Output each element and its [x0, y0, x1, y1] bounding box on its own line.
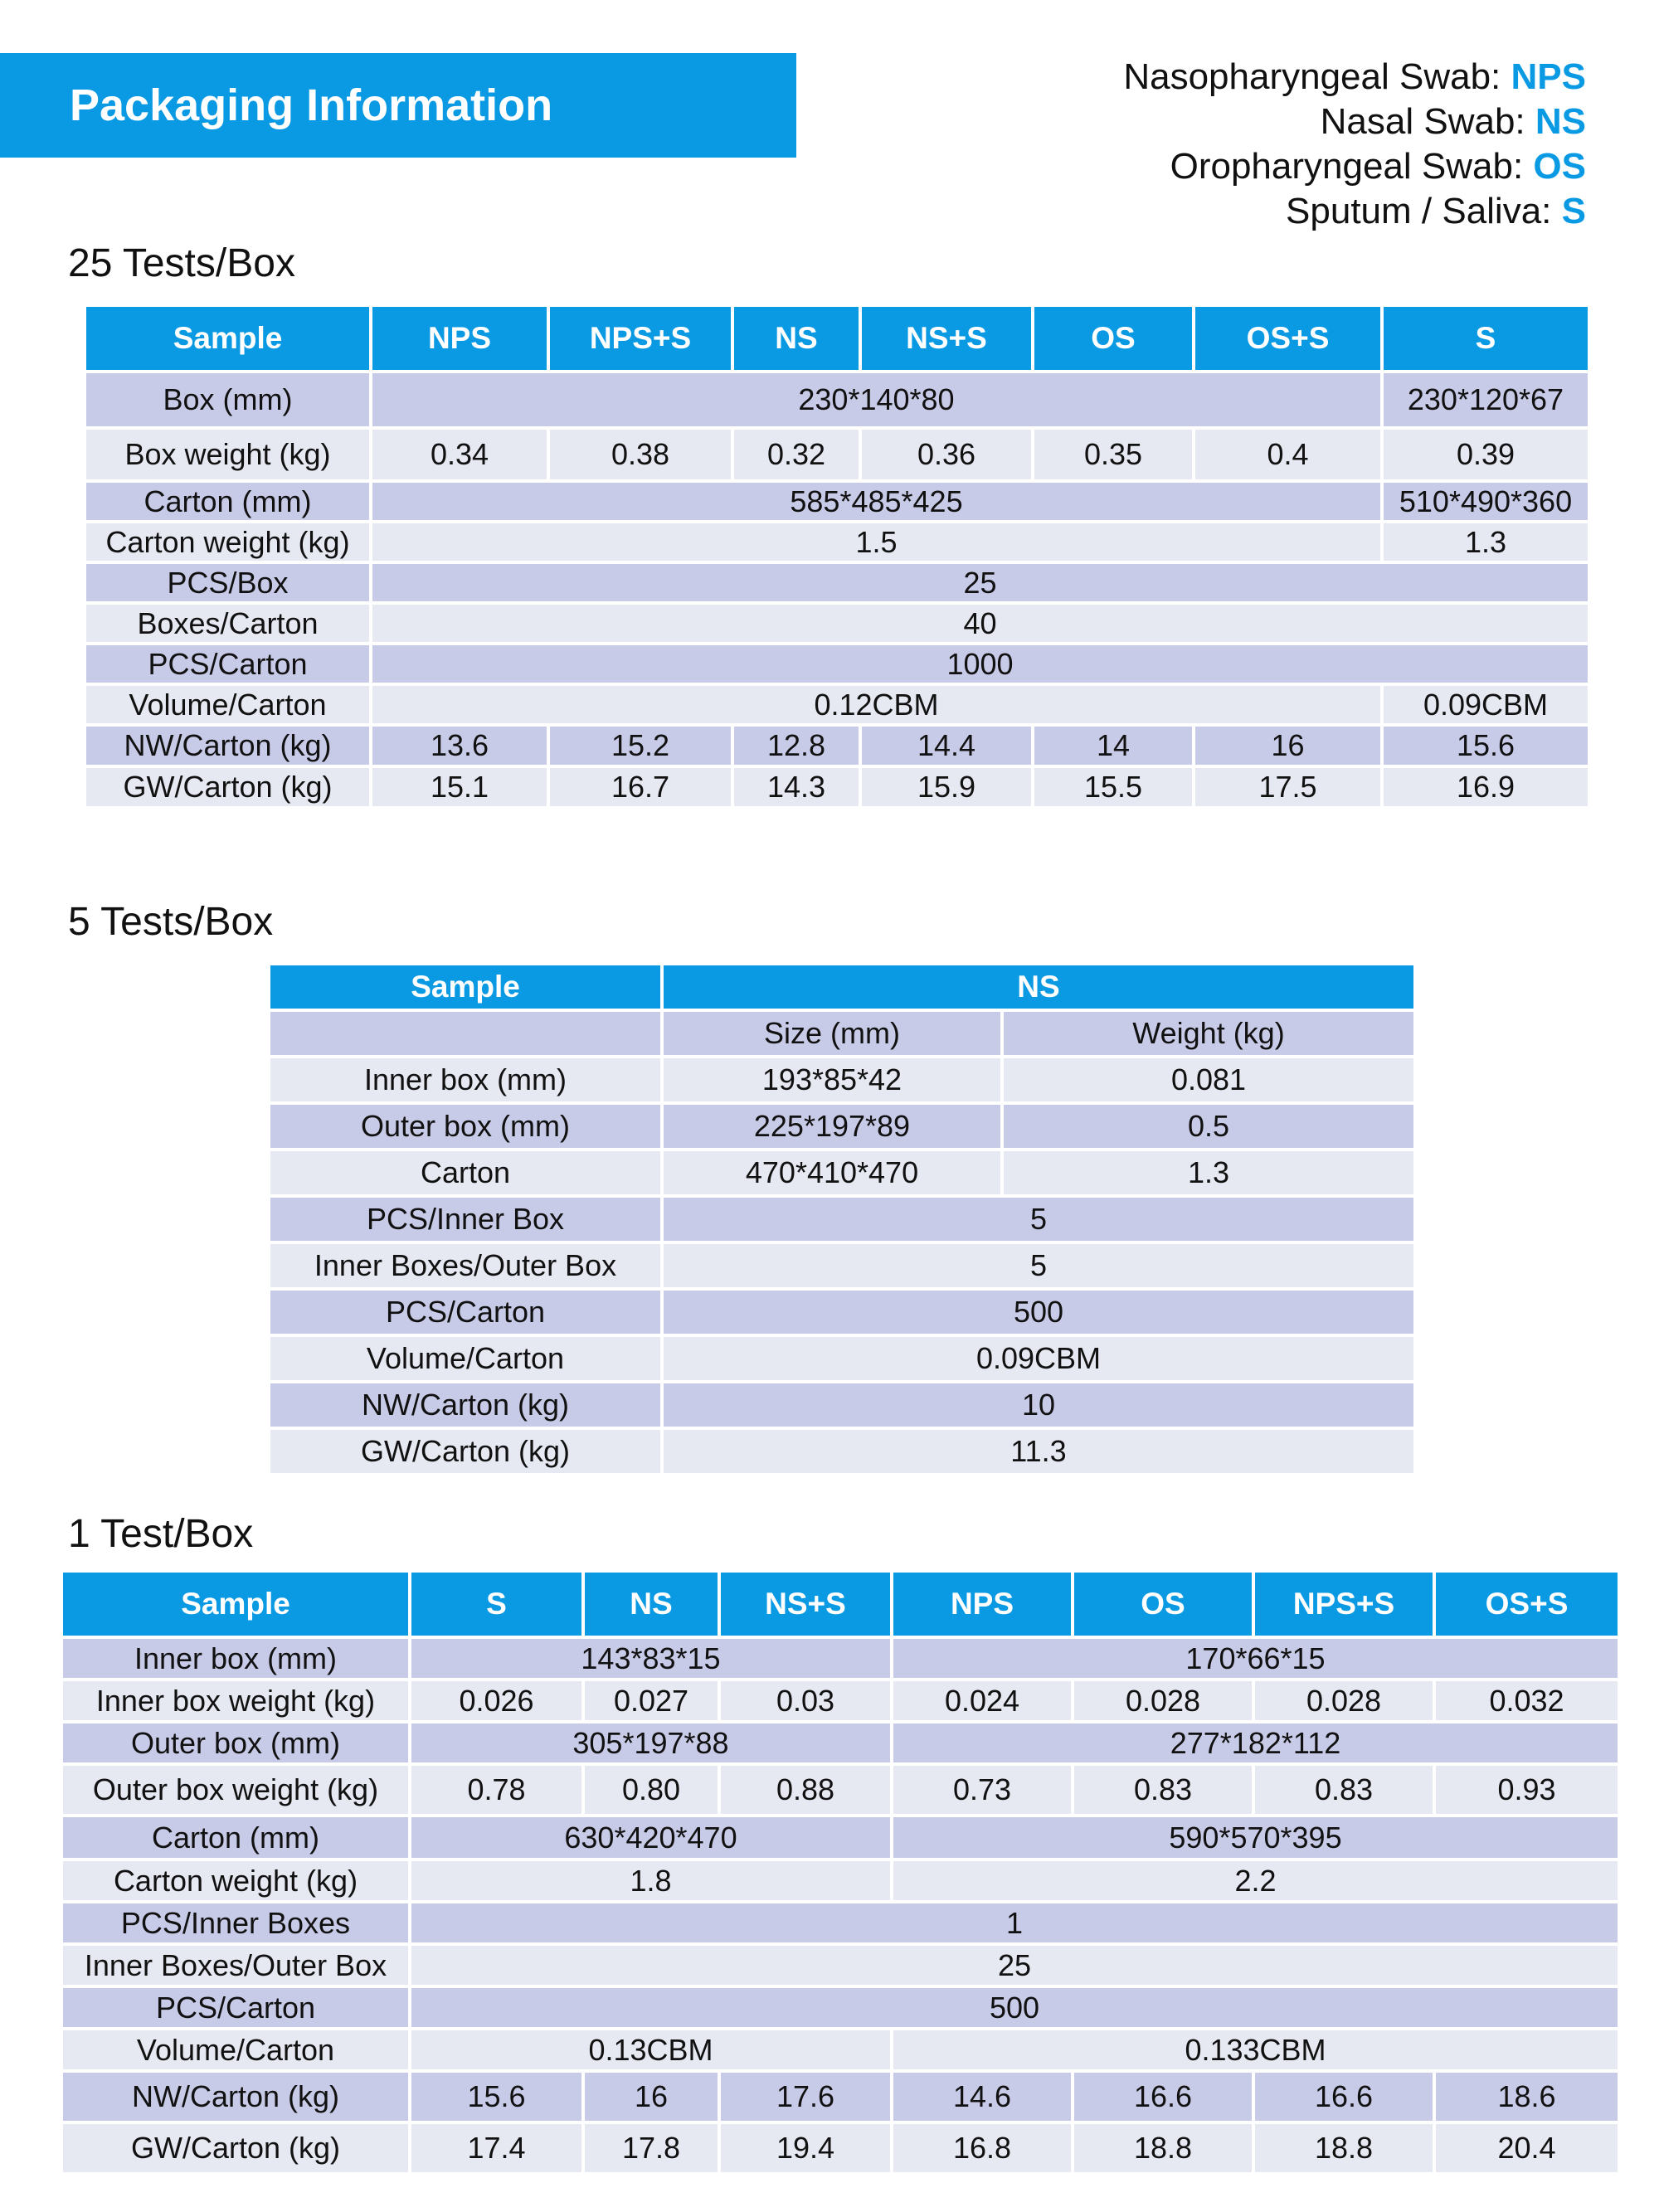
table-cell: 17.4 [411, 2124, 581, 2172]
row-label: Carton (mm) [63, 1817, 408, 1858]
column-header: NPS+S [550, 307, 731, 370]
table-cell: 585*485*425 [372, 483, 1380, 520]
table-cell: 0.73 [893, 1766, 1071, 1814]
table-cell: 0.83 [1074, 1766, 1252, 1814]
table-row [86, 727, 1588, 765]
table-cell: 0.032 [1436, 1681, 1618, 1720]
legend-code: NS [1535, 101, 1586, 142]
legend-label: Oropharyngeal Swab: [1170, 146, 1534, 187]
legend-label: Sputum / Saliva: [1286, 191, 1562, 231]
column-header: S [411, 1573, 581, 1636]
column-header: NPS [372, 307, 547, 370]
table-row [63, 2124, 1618, 2172]
table-cell: 0.081 [1004, 1058, 1413, 1101]
table-cell: 500 [664, 1291, 1413, 1334]
section-title-25-tests: 25 Tests/Box [68, 241, 295, 285]
table-cell: 0.4 [1195, 430, 1380, 479]
row-label: Volume/Carton [270, 1337, 660, 1380]
table-cell: 0.03 [721, 1681, 890, 1720]
row-label: PCS/Inner Box [270, 1198, 660, 1241]
table-row [63, 1817, 1618, 1858]
row-label: NW/Carton (kg) [86, 727, 369, 765]
legend-label: Nasal Swab: [1320, 101, 1535, 142]
table-cell: 16 [1195, 727, 1380, 765]
table-cell: 305*197*88 [411, 1723, 890, 1762]
table-cell: 0.5 [1004, 1105, 1413, 1148]
table-row [270, 1058, 1413, 1101]
table-row [270, 1383, 1413, 1427]
row-label: Inner Boxes/Outer Box [63, 1946, 408, 1985]
table-cell: 630*420*470 [411, 1817, 890, 1858]
row-label: Inner box (mm) [63, 1639, 408, 1678]
row-label: Inner box weight (kg) [63, 1681, 408, 1720]
table-row [270, 1430, 1413, 1473]
table-cell: 0.13CBM [411, 2030, 890, 2069]
legend-code: S [1561, 191, 1586, 231]
table-cell: 0.028 [1074, 1681, 1252, 1720]
table-cell: 25 [372, 564, 1588, 601]
table-cell: 590*570*395 [893, 1817, 1618, 1858]
table-cell: 17.5 [1195, 768, 1380, 806]
table-cell: 225*197*89 [664, 1105, 1000, 1148]
table-cell: 230*120*67 [1384, 373, 1588, 426]
table-cell: 1.3 [1004, 1151, 1413, 1194]
column-header: NPS [893, 1573, 1071, 1636]
table-header-row [270, 965, 1413, 1009]
table-cell: 16.8 [893, 2124, 1071, 2172]
row-label: Inner box (mm) [270, 1058, 660, 1101]
table-cell: 0.12CBM [372, 686, 1380, 723]
table-cell: 15.6 [411, 2073, 581, 2121]
row-label: Inner Boxes/Outer Box [270, 1244, 660, 1287]
table-row [86, 605, 1588, 642]
table-cell: 0.026 [411, 1681, 581, 1720]
table-cell: 18.6 [1436, 2073, 1618, 2121]
table-cell: 0.09CBM [1384, 686, 1588, 723]
section-title-5-tests: 5 Tests/Box [68, 900, 274, 944]
table-cell: 10 [664, 1383, 1413, 1427]
table-cell: 18.8 [1255, 2124, 1433, 2172]
column-header: NS [734, 307, 859, 370]
table-cell: 0.36 [862, 430, 1031, 479]
table-cell: 0.93 [1436, 1766, 1618, 1814]
table-cell: 277*182*112 [893, 1723, 1618, 1762]
table-cell: 13.6 [372, 727, 547, 765]
table-row [63, 2073, 1618, 2121]
table-cell: 16.6 [1074, 2073, 1252, 2121]
row-label: Outer box (mm) [270, 1105, 660, 1148]
legend-label: Nasopharyngeal Swab: [1123, 56, 1511, 97]
table-cell: 0.83 [1255, 1766, 1433, 1814]
table-cell: 17.8 [585, 2124, 718, 2172]
table-cell: 15.1 [372, 768, 547, 806]
table-cell: 14 [1034, 727, 1192, 765]
table-row [270, 1337, 1413, 1380]
subheader-cell: Size (mm) [664, 1012, 1000, 1055]
table-1-test-per-box [60, 1569, 1621, 2176]
column-header: OS [1034, 307, 1192, 370]
table-row [270, 1151, 1413, 1194]
table-5-tests-per-box [267, 962, 1417, 1476]
table-header-row [63, 1573, 1618, 1636]
table-cell: 0.024 [893, 1681, 1071, 1720]
table-cell: 40 [372, 605, 1588, 642]
table-cell: 14.6 [893, 2073, 1071, 2121]
table-cell: 14.3 [734, 768, 859, 806]
row-label: PCS/Carton [270, 1291, 660, 1334]
subheader-cell [270, 1012, 660, 1055]
table-row [63, 1988, 1618, 2027]
table-cell: 19.4 [721, 2124, 890, 2172]
table-cell: 170*66*15 [893, 1639, 1618, 1678]
table-row [86, 523, 1588, 561]
table-cell: 143*83*15 [411, 1639, 890, 1678]
row-label: Boxes/Carton [86, 605, 369, 642]
table-row [63, 1723, 1618, 1762]
table-row [270, 1105, 1413, 1148]
legend-code: NPS [1511, 56, 1586, 97]
table-cell: 5 [664, 1198, 1413, 1241]
column-header: S [1384, 307, 1588, 370]
legend-item-os [1123, 144, 1586, 189]
row-label: GW/Carton (kg) [270, 1430, 660, 1473]
legend-code: OS [1533, 146, 1586, 187]
table-row [63, 1766, 1618, 1814]
row-label: Outer box (mm) [63, 1723, 408, 1762]
table-cell: 15.6 [1384, 727, 1588, 765]
table-cell: 1 [411, 1903, 1618, 1942]
table-25-tests-per-box [83, 304, 1591, 809]
table-cell: 11.3 [664, 1430, 1413, 1473]
table-row [270, 1244, 1413, 1287]
section-title-1-test: 1 Test/Box [68, 1512, 254, 1556]
table-cell: 0.027 [585, 1681, 718, 1720]
table-cell: 230*140*80 [372, 373, 1380, 426]
table-cell: 0.09CBM [664, 1337, 1413, 1380]
table-row [63, 1861, 1618, 1900]
table-row [270, 1198, 1413, 1241]
row-label: Outer box weight (kg) [63, 1766, 408, 1814]
column-header: OS+S [1436, 1573, 1618, 1636]
sample-type-legend [1123, 55, 1586, 234]
table-cell: 0.78 [411, 1766, 581, 1814]
row-label: NW/Carton (kg) [63, 2073, 408, 2121]
table-cell: 16.9 [1384, 768, 1588, 806]
row-label: Box (mm) [86, 373, 369, 426]
table-cell: 510*490*360 [1384, 483, 1588, 520]
row-label: PCS/Box [86, 564, 369, 601]
table-row [86, 373, 1588, 426]
table-row [270, 1291, 1413, 1334]
table-row [86, 686, 1588, 723]
table-cell: 16 [585, 2073, 718, 2121]
table-cell: 0.133CBM [893, 2030, 1618, 2069]
table-row [63, 1946, 1618, 1985]
column-header: NS [585, 1573, 718, 1636]
row-label: NW/Carton (kg) [270, 1383, 660, 1427]
table-cell: 0.39 [1384, 430, 1588, 479]
row-label: Carton weight (kg) [63, 1861, 408, 1900]
row-label: Volume/Carton [63, 2030, 408, 2069]
table-cell: 15.2 [550, 727, 731, 765]
table-cell: 16.7 [550, 768, 731, 806]
table-cell: 25 [411, 1946, 1618, 1985]
table-cell: 12.8 [734, 727, 859, 765]
row-label: Volume/Carton [86, 686, 369, 723]
table-cell: 0.32 [734, 430, 859, 479]
table-cell: 17.6 [721, 2073, 890, 2121]
column-header: OS [1074, 1573, 1252, 1636]
table-cell: 1.3 [1384, 523, 1588, 561]
row-label: PCS/Inner Boxes [63, 1903, 408, 1942]
table-cell: 193*85*42 [664, 1058, 1000, 1101]
table-cell: 15.5 [1034, 768, 1192, 806]
row-label: Box weight (kg) [86, 430, 369, 479]
table-row [63, 1681, 1618, 1720]
table-cell: 14.4 [862, 727, 1031, 765]
legend-item-ns [1123, 100, 1586, 144]
column-header: NS+S [721, 1573, 890, 1636]
table-cell: 5 [664, 1244, 1413, 1287]
column-header: NPS+S [1255, 1573, 1433, 1636]
table-cell: 0.80 [585, 1766, 718, 1814]
table-cell: 470*410*470 [664, 1151, 1000, 1194]
legend-item-s [1123, 189, 1586, 234]
column-header: Sample [86, 307, 369, 370]
row-label: Carton (mm) [86, 483, 369, 520]
row-label: PCS/Carton [63, 1988, 408, 2027]
subheader-cell: Weight (kg) [1004, 1012, 1413, 1055]
row-label: GW/Carton (kg) [86, 768, 369, 806]
table-cell: 500 [411, 1988, 1618, 2027]
table-cell: 15.9 [862, 768, 1031, 806]
table-cell: 1.8 [411, 1861, 890, 1900]
table-cell: 0.028 [1255, 1681, 1433, 1720]
table-cell: 16.6 [1255, 2073, 1433, 2121]
column-header: NS [664, 965, 1413, 1009]
column-header: Sample [63, 1573, 408, 1636]
table-row [86, 483, 1588, 520]
column-header: OS+S [1195, 307, 1380, 370]
table-cell: 1000 [372, 645, 1588, 683]
table-cell: 0.34 [372, 430, 547, 479]
table-cell: 1.5 [372, 523, 1380, 561]
table-cell: 18.8 [1074, 2124, 1252, 2172]
table-subheader-row [270, 1012, 1413, 1055]
table-cell: 20.4 [1436, 2124, 1618, 2172]
table-cell: 0.35 [1034, 430, 1192, 479]
table-row [63, 2030, 1618, 2069]
table-row [86, 768, 1588, 806]
row-label: Carton weight (kg) [86, 523, 369, 561]
table-cell: 2.2 [893, 1861, 1618, 1900]
legend-item-nps [1123, 55, 1586, 100]
row-label: GW/Carton (kg) [63, 2124, 408, 2172]
table-row [86, 430, 1588, 479]
page-title: Packaging Information [70, 80, 553, 130]
table-cell: 0.88 [721, 1766, 890, 1814]
table-row [86, 645, 1588, 683]
row-label: PCS/Carton [86, 645, 369, 683]
column-header: Sample [270, 965, 660, 1009]
table-row [86, 564, 1588, 601]
table-header-row [86, 307, 1588, 370]
table-row [63, 1639, 1618, 1678]
table-row [63, 1903, 1618, 1942]
column-header: NS+S [862, 307, 1031, 370]
table-cell: 0.38 [550, 430, 731, 479]
page-title-banner [0, 53, 796, 158]
row-label: Carton [270, 1151, 660, 1194]
